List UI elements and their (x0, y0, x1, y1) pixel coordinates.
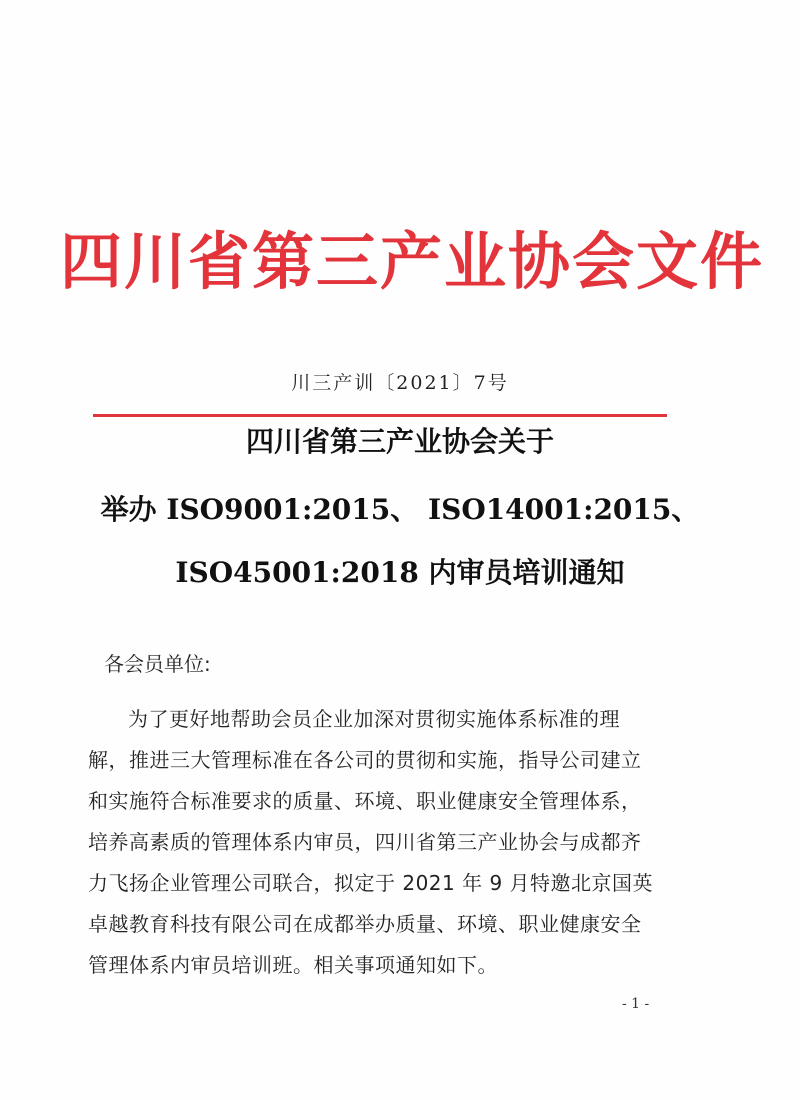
body-line: 力飞扬企业管理公司联合，拟定于 2021 年 9 月特邀北京国英 (88, 871, 654, 895)
document-header-title: 四川省第三产业协会文件 (60, 225, 765, 298)
header-red-rule (93, 414, 667, 417)
document-number: 川三产训〔2021〕7号 (291, 372, 509, 394)
body-line: 解，推进三大管理标准在各公司的贯彻和实施，指导公司建立 (88, 748, 642, 772)
subject-line-2: 举办 ISO9001:2015、 ISO14001:2015、 (100, 493, 700, 526)
body-line: 卓越教育科技有限公司在成都举办质量、环境、职业健康安全 (88, 912, 642, 936)
subject-line-3: ISO45001:2018 内审员培训通知 (175, 556, 625, 589)
subject-line-1: 四川省第三产业协会关于 (245, 425, 554, 458)
page-number: - 1 - (622, 996, 650, 1012)
salutation: 各会员单位: (104, 652, 211, 676)
body-line: 为了更好地帮助会员企业加深对贯彻实施体系标准的理 (128, 707, 620, 731)
body-line: 管理体系内审员培训班。相关事项通知如下。 (88, 953, 498, 977)
body-line: 和实施符合标准要求的质量、环境、职业健康安全管理体系， (88, 789, 642, 813)
body-line: 培养高素质的管理体系内审员，四川省第三产业协会与成都齐 (88, 830, 642, 854)
